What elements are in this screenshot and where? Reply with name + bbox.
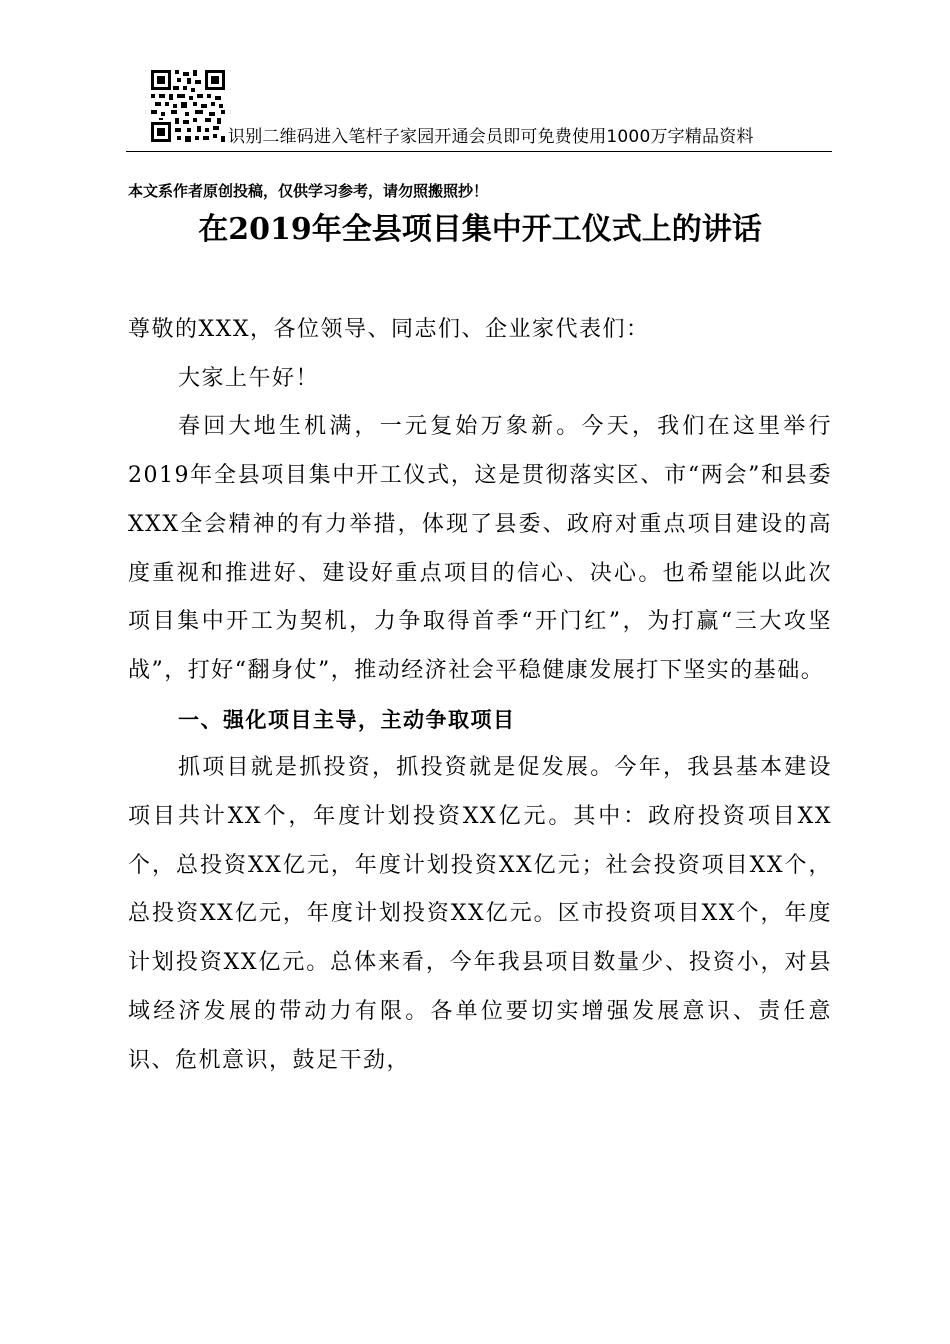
salutation: 尊敬的XXX，各位领导、同志们、企业家代表们： — [128, 317, 650, 342]
paragraph-1: 春回大地生机满，一元复始万象新。今天，我们在这里举行2019年全县项目集中开工仪式，这是贯彻落实区、市“两会”和县委XXX全会精神的有力举措，体现了县委、政府对重点项目建设的高度重视和推进好、建设好重点项目的信心、决心。也希望能以此次项目集中开工为契机，力争取得首季“开门红”，为打赢“三大攻坚战”，打好“翻身仗”，推动经济社会平稳健康发展打下坚实的基础。 — [128, 414, 832, 683]
document-title: 在2019年全县项目集中开工仪式上的讲话 — [198, 212, 762, 247]
document-body — [128, 306, 832, 1085]
header-promo-text: 识别二维码进入笔杆子家园开通会员即可免费使用1000万字精品资料 — [228, 127, 754, 147]
greeting: 大家上午好！ — [178, 365, 320, 391]
header-divider — [126, 151, 832, 152]
qr-code-icon — [151, 70, 225, 142]
paragraph-2: 抓项目就是抓投资，抓投资就是促发展。今年，我县基本建设项目共计XX个，年度计划投资XX亿元。其中：政府投资项目XX个，总投资XX亿元，年度计划投资XX亿元；社会投资项目XX个，总投资XX亿元，年度计划投资XX亿元。区市投资项目XX个，年度计划投资XX亿元。总体来看，今年我县项目数量少、投资小，对县域经济发展的带动力有限。各单位要切实增强发展意识、责任意识、危机意识，鼓足干劲， — [128, 755, 832, 1073]
copyright-notice: 本文系作者原创投稿，仅供学习参考，请勿照搬照抄！ — [128, 182, 489, 200]
section-heading-1: 一、强化项目主导，主动争取项目 — [178, 707, 516, 732]
